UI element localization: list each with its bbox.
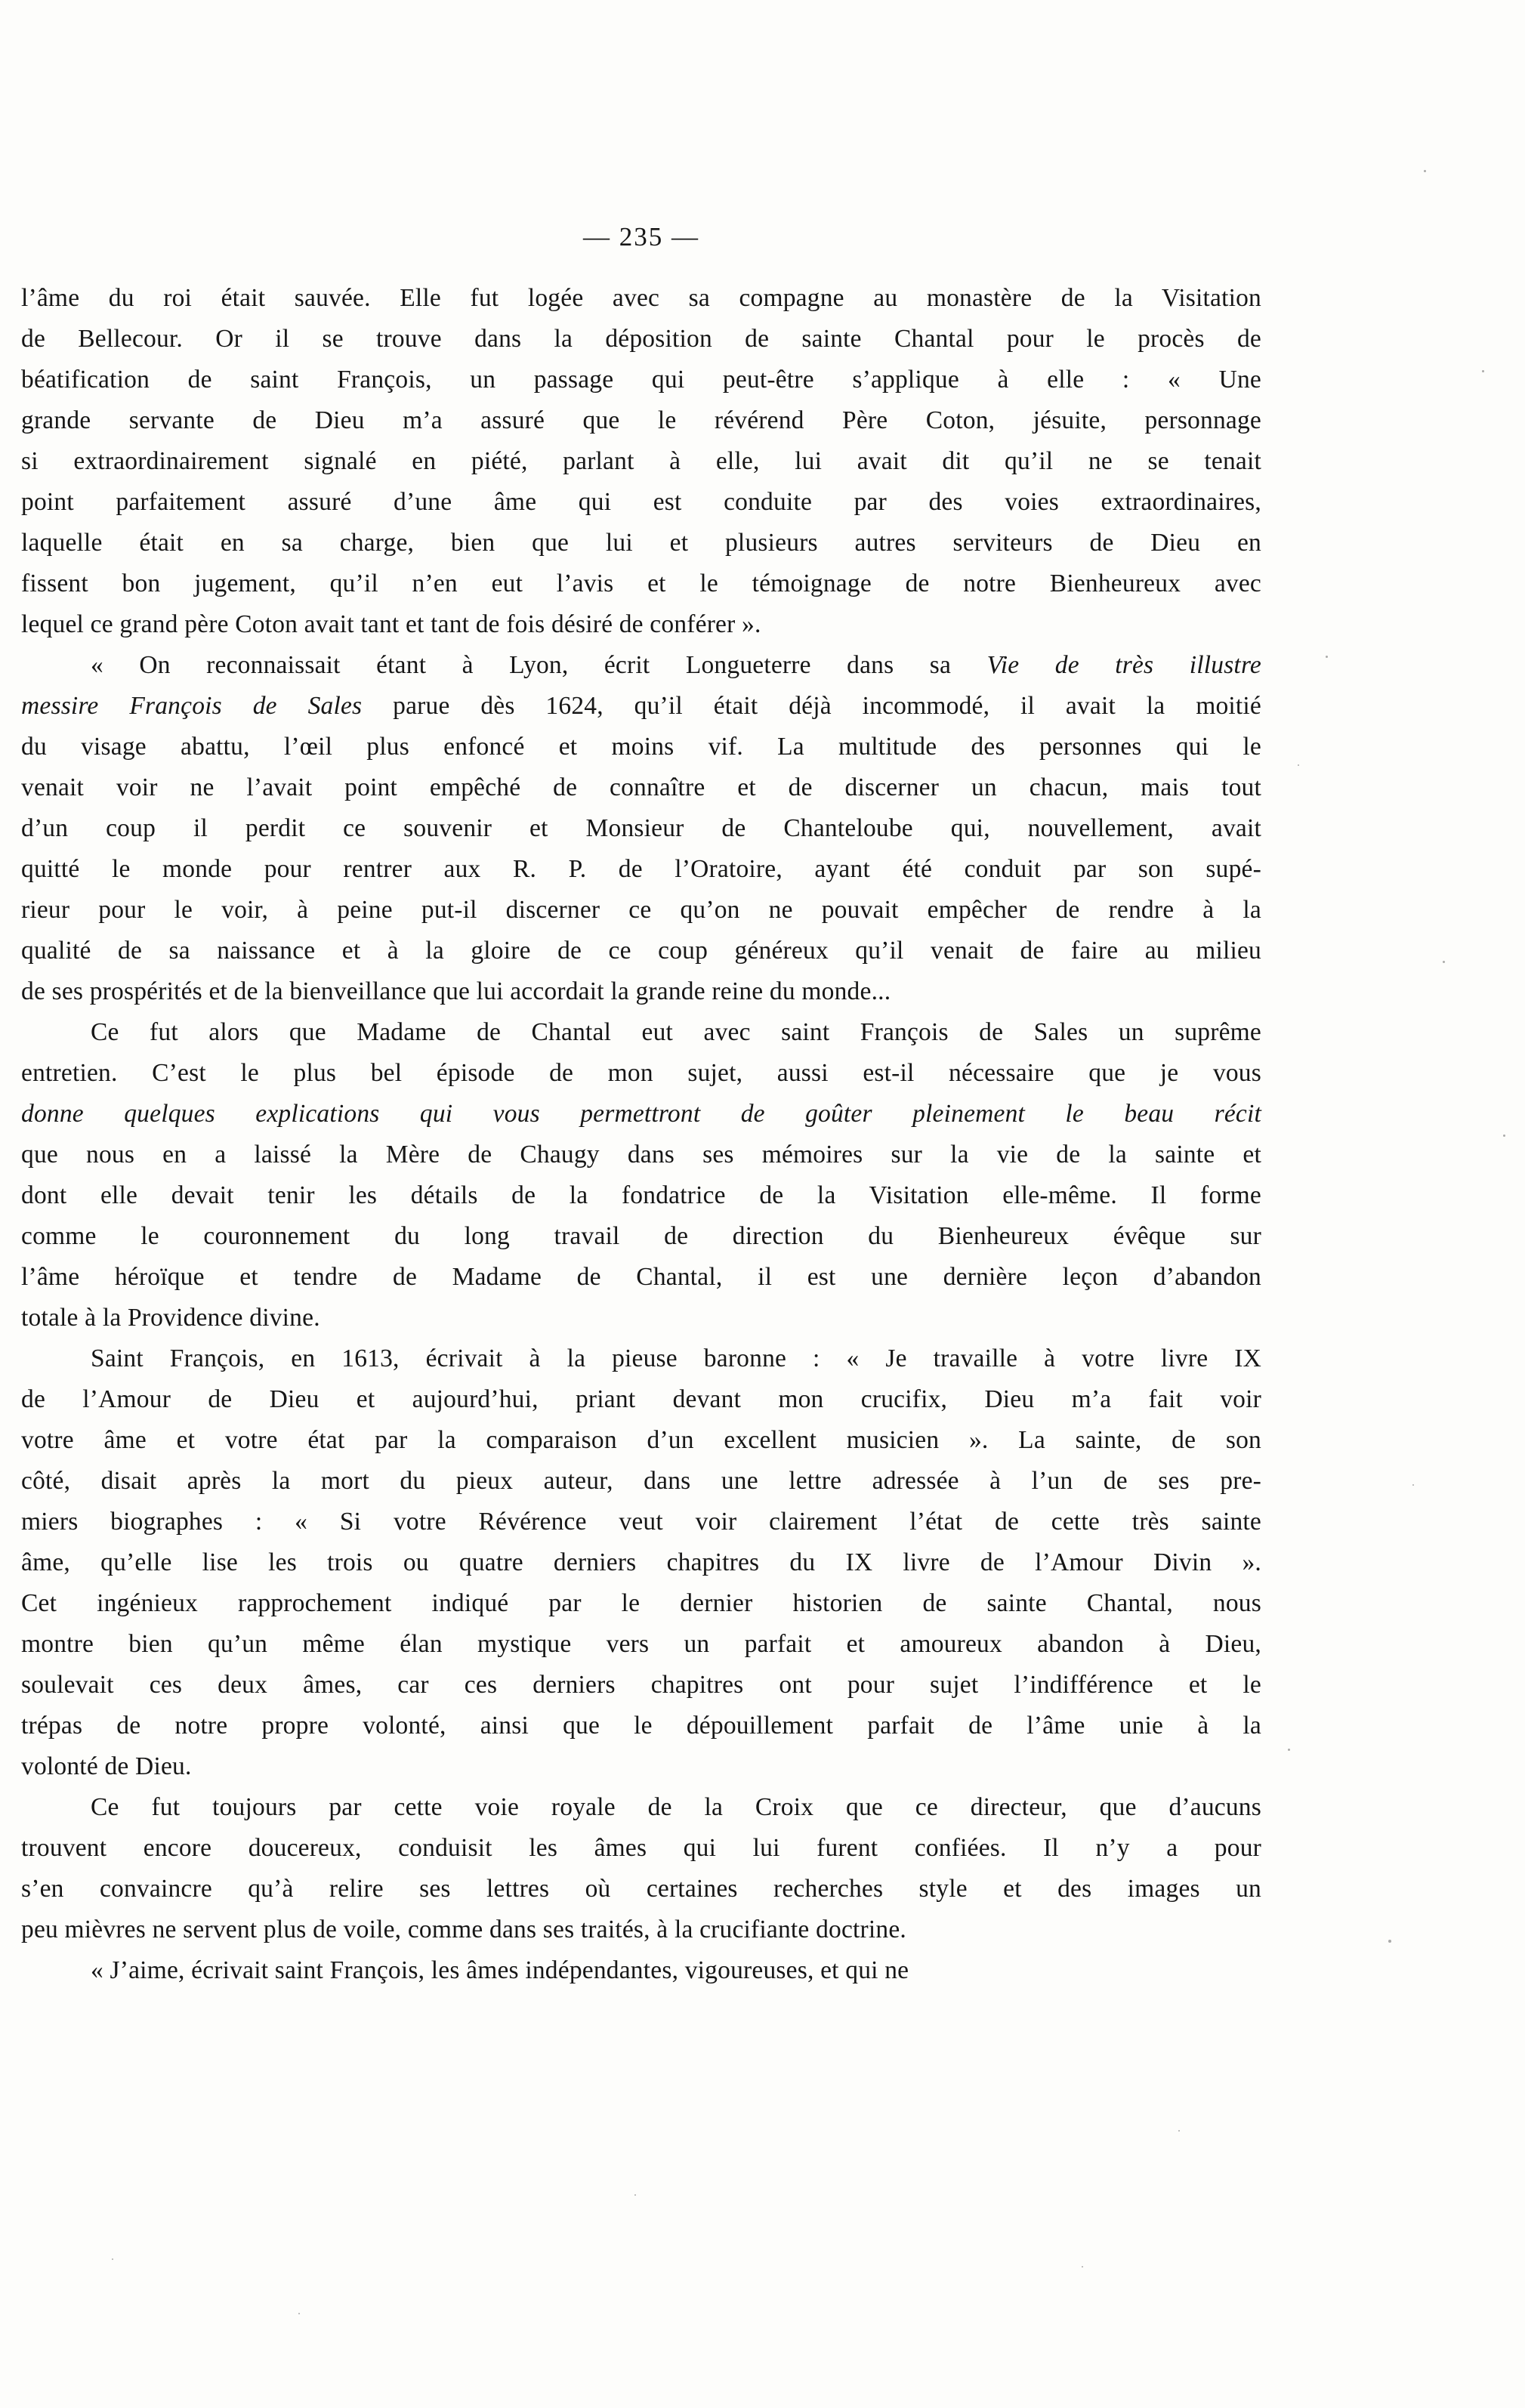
scan-speck [1388,1940,1391,1943]
text-line [21,563,1261,604]
italic-text-segment: Vie de très illustre [986,651,1262,679]
text-line [21,1665,1261,1706]
text-line [21,1053,1261,1094]
text-segment: votre âme et votre état par la comparaison d’un excellent musicien ». La sainte, de son [21,1426,1261,1454]
text-segment: trouvent encore doucereux, conduisit les âmes qui lui furent confiées. Il n’y a pour [21,1834,1261,1862]
text-line [21,686,1261,727]
text-segment: totale à la Providence divine. [21,1304,320,1332]
text-segment: lequel ce grand père Coton avait tant et tant de fois désiré de conférer ». [21,610,761,638]
text-line [21,808,1261,849]
text-line [21,1135,1261,1175]
text-segment: venait voir ne l’avait point empêché de connaître et de discerner un chacun, mais tout [21,773,1261,801]
scan-speck [1082,2266,1083,2268]
text-segment: peu mièvres ne servent plus de voile, comme dans ses traités, à la crucifiante doctrine. [21,1916,907,1943]
scan-speck [298,2313,300,2314]
text-segment: béatification de saint François, un passage qui peut-être s’applique à elle : « Une [21,366,1261,394]
text-segment: Ce fut toujours par cette voie royale de la Croix que ce directeur, que d’aucuns [91,1793,1261,1821]
text-segment: montre bien qu’un même élan mystique vers un parfait et amoureux abandon à Dieu, [21,1630,1261,1658]
text-line [21,604,1261,645]
text-segment: grande servante de Dieu m’a assuré que le révérend Père Coton, jésuite, personnage [21,406,1261,434]
paragraph [21,1338,1261,1787]
scan-speck [112,2258,113,2260]
text-line [21,727,1261,767]
text-segment: que nous en a laissé la Mère de Chaugy dans ses mémoires sur la vie de la sainte et [21,1141,1261,1168]
italic-text-segment: donne quelques explications qui vous permettront de goûter pleinement le beau récit [21,1100,1261,1128]
paragraph [21,1787,1261,1950]
page-number: — 235 — [583,222,699,252]
text-line [21,1787,1261,1828]
text-line [21,849,1261,890]
text-line [21,278,1261,319]
text-line [21,1869,1261,1909]
text-segment: d’un coup il perdit ce souvenir et Monsieur de Chanteloube qui, nouvellement, avait [21,814,1261,842]
text-line [21,1216,1261,1257]
text-segment: fissent bon jugement, qu’il n’en eut l’avis et le témoignage de notre Bienheureux avec [21,570,1261,597]
scan-speck [1424,170,1426,172]
text-line [21,1420,1261,1461]
scan-speck [1412,1484,1414,1486]
text-segment: entretien. C’est le plus bel épisode de mon sujet, aussi est-il nécessaire que je vous [21,1059,1261,1087]
text-line [21,1909,1261,1950]
text-line [21,1502,1261,1542]
scan-speck [1482,370,1484,372]
text-line [21,767,1261,808]
text-segment: quitté le monde pour rentrer aux R. P. de l’Oratoire, ayant été conduit par son supé- [21,855,1261,883]
text-segment: soulevait ces deux âmes, car ces derniers chapitres ont pour sujet l’indifférence et le [21,1671,1261,1699]
text-line [21,890,1261,931]
paragraph [21,1012,1261,1338]
text-segment: l’âme du roi était sauvée. Elle fut logée avec sa compagne au monastère de la Visitation [21,284,1261,312]
text-line [21,1706,1261,1746]
text-segment: « J’aime, écrivait saint François, les âmes indépendantes, vigoureuses, et qui ne [91,1956,909,1984]
page-text [21,278,1261,1991]
text-segment: laquelle était en sa charge, bien que lui et plusieurs autres serviteurs de Dieu en [21,529,1261,557]
text-segment: Cet ingénieux rapprochement indiqué par le dernier historien de sainte Chantal, nous [21,1589,1261,1617]
text-segment: parue dès 1624, qu’il était déjà incommodé, il avait la moitié [362,692,1261,720]
scan-speck [1326,656,1328,658]
text-line [21,1298,1261,1338]
text-line [21,1583,1261,1624]
text-segment: Ce fut alors que Madame de Chantal eut avec saint François de Sales un suprême [91,1018,1261,1046]
text-line [21,1175,1261,1216]
paragraph [21,645,1261,1012]
text-segment: l’âme héroïque et tendre de Madame de Chantal, il est une dernière leçon d’abandon [21,1263,1261,1291]
scan-speck [634,2194,636,2196]
text-line [21,1338,1261,1379]
text-line [21,1094,1261,1135]
text-segment: miers biographes : « Si votre Révérence veut voir clairement l’état de cette très sainte [21,1508,1261,1536]
text-segment: qualité de sa naissance et à la gloire de ce coup généreux qu’il venait de faire au milieu [21,937,1261,965]
text-segment: s’en convaincre qu’à relire ses lettres où certaines recherches style et des images un [21,1875,1261,1903]
text-line [21,441,1261,482]
text-line [21,1950,1261,1991]
text-segment: de Bellecour. Or il se trouve dans la déposition de sainte Chantal pour le procès de [21,325,1261,353]
text-segment: rieur pour le voir, à peine put-il discerner ce qu’on ne pouvait empêcher de rendre à la [21,896,1261,924]
text-line [21,482,1261,523]
text-segment: trépas de notre propre volonté, ainsi que le dépouillement parfait de l’âme unie à la [21,1712,1261,1740]
text-line [21,645,1261,686]
paragraph [21,1950,1261,1991]
scan-speck [1443,961,1445,963]
text-segment: Saint François, en 1613, écrivait à la pieuse baronne : « Je travaille à votre livre IX [91,1344,1261,1372]
scan-speck [1298,764,1299,766]
text-segment: « On reconnaissait étant à Lyon, écrit Longueterre dans sa [91,651,987,679]
text-line [21,319,1261,360]
scan-speck [1503,1135,1505,1137]
paragraph [21,278,1261,645]
text-segment: de ses prospérités et de la bienveillance que lui accordait la grande reine du monde... [21,977,891,1005]
text-line [21,1746,1261,1787]
text-line [21,400,1261,441]
text-segment: âme, qu’elle lise les trois ou quatre derniers chapitres du IX livre de l’Amour Divin ». [21,1548,1261,1576]
text-line [21,1257,1261,1298]
scan-speck [1288,1749,1290,1751]
scan-speck [1178,2130,1180,2132]
text-line [21,1461,1261,1502]
text-segment: volonté de Dieu. [21,1752,192,1780]
text-line [21,931,1261,971]
text-segment: de l’Amour de Dieu et aujourd’hui, priant devant mon crucifix, Dieu m’a fait voir [21,1385,1261,1413]
text-segment: point parfaitement assuré d’une âme qui est conduite par des voies extraordinaires, [21,488,1261,516]
text-line [21,523,1261,563]
text-segment: du visage abattu, l’œil plus enfoncé et moins vif. La multitude des personnes qui le [21,733,1261,761]
text-line [21,1379,1261,1420]
text-line [21,360,1261,400]
text-segment: côté, disait après la mort du pieux auteur, dans une lettre adressée à l’un de ses pre- [21,1467,1261,1495]
text-line [21,971,1261,1012]
text-segment: dont elle devait tenir les détails de la fondatrice de la Visitation elle-même. Il forme [21,1181,1261,1209]
text-line [21,1542,1261,1583]
text-line [21,1012,1261,1053]
text-segment: comme le couronnement du long travail de direction du Bienheureux évêque sur [21,1222,1261,1250]
text-line [21,1624,1261,1665]
text-segment: si extraordinairement signalé en piété, parlant à elle, lui avait dit qu’il ne se tenait [21,447,1261,475]
text-line [21,1828,1261,1869]
italic-text-segment: messire François de Sales [21,692,363,720]
